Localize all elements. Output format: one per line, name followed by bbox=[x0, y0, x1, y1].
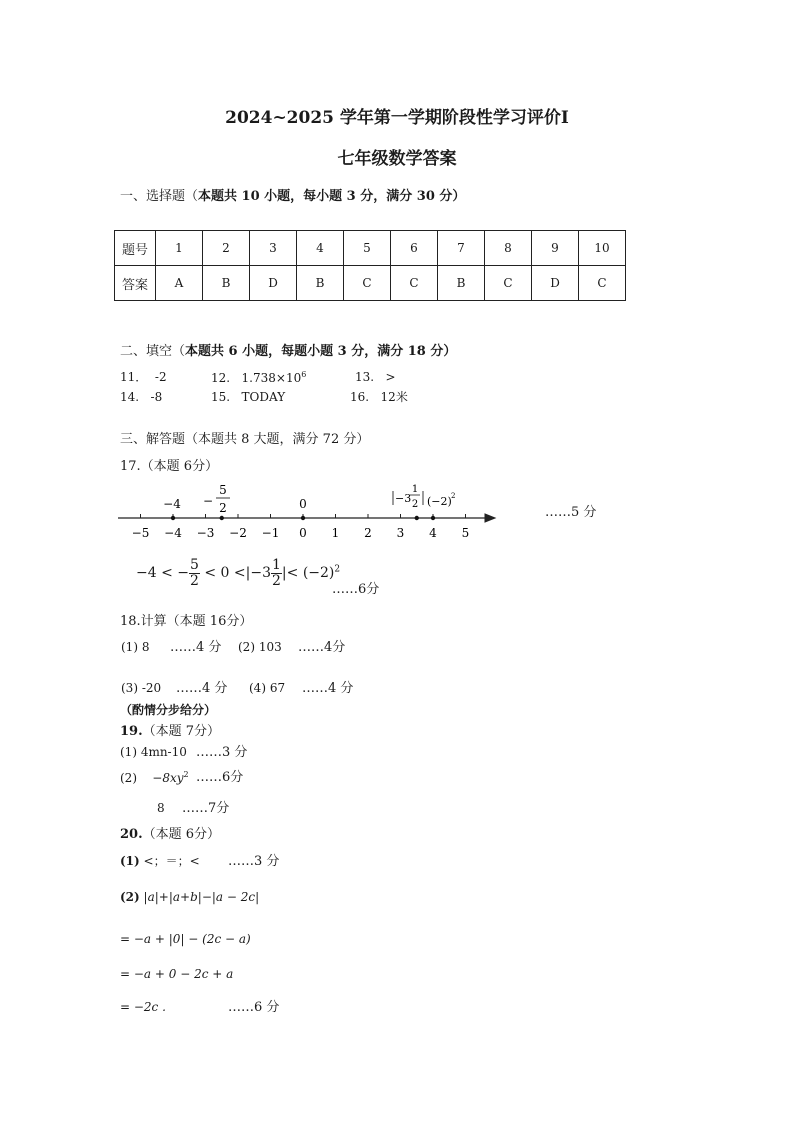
q18-score-3: ……4 分 bbox=[176, 681, 228, 696]
number-line-tick-label: −2 bbox=[229, 526, 247, 540]
fill-item-number: 15. bbox=[211, 390, 231, 404]
q18-score-1: ……4 分 bbox=[170, 640, 222, 655]
section2-heading-rule: 本题共 6 小题，每题小题 3 分，满分 18 分） bbox=[185, 344, 457, 359]
q20-part-2-prefix: (2) bbox=[120, 890, 140, 904]
q18-part-2: (2) 103 bbox=[238, 640, 282, 654]
section3-heading: 三、解答题（本题共 8 大题，满分 72 分） bbox=[120, 432, 370, 447]
point-label-minus-2-squared bbox=[427, 492, 455, 508]
q17-label: 17.（本题 6分） bbox=[120, 459, 219, 474]
svg-text:−: − bbox=[202, 494, 213, 508]
q20-part-1 bbox=[120, 855, 200, 867]
table-cell-number: 9 bbox=[532, 231, 579, 266]
q17-score-2: ……6分 bbox=[332, 582, 380, 597]
svg-text:2: 2 bbox=[219, 501, 227, 515]
point-label-minus-5-2 bbox=[203, 483, 230, 515]
fill-item-number: 16. bbox=[350, 390, 370, 404]
table-cell-answer: D bbox=[250, 266, 297, 301]
q19-label-rest: （本题 7分） bbox=[142, 724, 221, 739]
table-cell-answer: B bbox=[297, 266, 344, 301]
q19-part-2-exponent: 2 bbox=[183, 770, 189, 779]
q20-score-4: ……6 分 bbox=[228, 1000, 280, 1015]
answer-table bbox=[114, 230, 626, 301]
fill-item-12 bbox=[211, 371, 306, 384]
q19-part-2-prefix: (2) bbox=[120, 771, 137, 785]
svg-text:(−2): (−2) bbox=[427, 495, 452, 508]
number-line-tick-label: 4 bbox=[429, 526, 437, 540]
table-cell-number: 7 bbox=[438, 231, 485, 266]
number-line-point bbox=[171, 516, 175, 520]
fill-item-number: 14. bbox=[120, 390, 140, 404]
row-label-numbers: 题号 bbox=[115, 231, 156, 266]
number-line-tick-label: −3 bbox=[196, 526, 215, 540]
q18-score-4: ……4 分 bbox=[302, 681, 354, 696]
table-cell-number: 2 bbox=[203, 231, 250, 266]
page-title: 2024~2025 学年第一学期阶段性学习评价Ⅰ bbox=[225, 108, 569, 128]
q20-line-2: = −a + |0| − (2c − a) bbox=[120, 932, 251, 946]
section2-heading bbox=[120, 345, 456, 358]
number-line-point bbox=[431, 516, 435, 520]
page-subtitle: 七年级数学答案 bbox=[337, 149, 457, 169]
q17-inequality: −4 < − $\frac{5}{2}$ < 0 <|−3 $\frac{1}{2}$ |< $(-2)^2$ bbox=[136, 557, 341, 589]
table-cell-number: 3 bbox=[250, 231, 297, 266]
q18-part-4: (4) 67 bbox=[249, 681, 286, 695]
q18-part-3: (3) -20 bbox=[121, 681, 162, 695]
table-cell-number: 5 bbox=[344, 231, 391, 266]
point-label-abs-minus-3-half bbox=[393, 484, 423, 510]
number-line bbox=[110, 478, 510, 544]
svg-text:2: 2 bbox=[411, 499, 419, 510]
svg-text:−3: −3 bbox=[395, 492, 412, 505]
section1-heading bbox=[120, 190, 465, 203]
fill-item-14 bbox=[120, 391, 162, 403]
q20-line-4: = −2c . bbox=[120, 1000, 166, 1014]
table-cell-number: 10 bbox=[579, 231, 626, 266]
section1-heading-prefix: 一、选择题（ bbox=[120, 189, 199, 204]
table-cell-number: 6 bbox=[391, 231, 438, 266]
q19-label bbox=[120, 725, 220, 738]
number-line-tick-label: 0 bbox=[299, 526, 307, 540]
table-cell-answer: C bbox=[391, 266, 438, 301]
table-cell-answer: B bbox=[438, 266, 485, 301]
number-line-tick-label: 5 bbox=[461, 526, 470, 540]
point-label-zero: 0 bbox=[299, 497, 307, 511]
fill-item-answer: > bbox=[385, 370, 396, 384]
fill-item-15 bbox=[211, 391, 285, 403]
number-line-tick-label: 1 bbox=[331, 526, 340, 540]
q19-part-1: (1) 4mn-10 bbox=[120, 745, 187, 759]
answer-table-number-row bbox=[115, 231, 626, 266]
q19-part-2-expr: −8xy bbox=[152, 771, 184, 785]
number-line-tick-label: −1 bbox=[261, 526, 280, 540]
number-line-tick-label: 3 bbox=[396, 526, 405, 540]
table-cell-answer: D bbox=[532, 266, 579, 301]
svg-text:2: 2 bbox=[451, 492, 456, 500]
q20-label-rest: （本题 6分） bbox=[142, 827, 221, 842]
fill-item-number: 11． bbox=[120, 370, 148, 384]
q18-score-2: ……4分 bbox=[298, 640, 346, 655]
point-label-minus-4: −4 bbox=[163, 497, 181, 511]
q20-line-3: = −a + 0 − 2c + a bbox=[120, 967, 234, 981]
q19-part-2 bbox=[120, 771, 189, 784]
number-line-tick-label: −4 bbox=[164, 526, 182, 540]
number-line-point bbox=[220, 516, 224, 520]
q19-score-1: ……3 分 bbox=[196, 745, 248, 760]
q19-score-2: ……6分 bbox=[196, 770, 244, 785]
svg-text:1: 1 bbox=[411, 484, 419, 495]
row-label-answers: 答案 bbox=[115, 266, 156, 301]
answer-table-answer-row bbox=[115, 266, 626, 301]
table-cell-answer: C bbox=[579, 266, 626, 301]
q20-line-1: |a|+|a+b|−|a − 2c| bbox=[143, 890, 260, 904]
number-line-point bbox=[301, 516, 305, 520]
fill-item-answer: -2 bbox=[154, 370, 167, 384]
q18-part-1: (1) 8 bbox=[121, 640, 150, 654]
section1-heading-rule: 本题共 10 小题，每小题 3 分，满分 30 分） bbox=[198, 189, 466, 204]
fill-item-13 bbox=[355, 371, 396, 383]
q19-score-3: ……7分 bbox=[182, 801, 230, 816]
q19-label-number: 19. bbox=[120, 724, 143, 739]
table-cell-answer: C bbox=[485, 266, 532, 301]
number-line-tick-label: −5 bbox=[131, 526, 150, 540]
table-cell-number: 8 bbox=[485, 231, 532, 266]
fill-item-exponent: 6 bbox=[301, 370, 307, 379]
fill-item-number: 13. bbox=[355, 370, 375, 384]
fill-item-16 bbox=[350, 391, 408, 403]
section2-heading-prefix: 二、填空（ bbox=[120, 344, 186, 359]
fill-item-11 bbox=[120, 371, 167, 383]
fill-item-answer: TODAY bbox=[241, 390, 286, 404]
q18-note: （酌情分步给分） bbox=[120, 703, 217, 717]
svg-text:5: 5 bbox=[219, 483, 227, 497]
q19-part-3: 8 bbox=[157, 801, 165, 815]
q20-label bbox=[120, 828, 220, 841]
fill-item-answer: -8 bbox=[150, 390, 163, 404]
table-cell-answer: C bbox=[344, 266, 391, 301]
number-line-point bbox=[415, 516, 419, 520]
number-line-tick-label: 2 bbox=[364, 526, 372, 540]
q20-part-2 bbox=[120, 891, 259, 903]
table-cell-answer: B bbox=[203, 266, 250, 301]
q18-label: 18.计算（本题 16分） bbox=[120, 614, 253, 629]
table-cell-number: 1 bbox=[156, 231, 203, 266]
fill-item-answer: 1.738×10 bbox=[241, 371, 302, 385]
fill-item-answer: 12米 bbox=[380, 390, 408, 404]
q20-score-1: ……3 分 bbox=[228, 854, 280, 869]
q20-part-1-prefix: (1) bbox=[120, 854, 140, 868]
q20-part-1-answer: <；＝；< bbox=[143, 854, 200, 868]
table-cell-answer: A bbox=[156, 266, 203, 301]
table-cell-number: 4 bbox=[297, 231, 344, 266]
q17-score-1: ……5 分 bbox=[545, 505, 597, 520]
q20-label-number: 20. bbox=[120, 827, 143, 842]
fill-item-number: 12. bbox=[211, 371, 231, 385]
